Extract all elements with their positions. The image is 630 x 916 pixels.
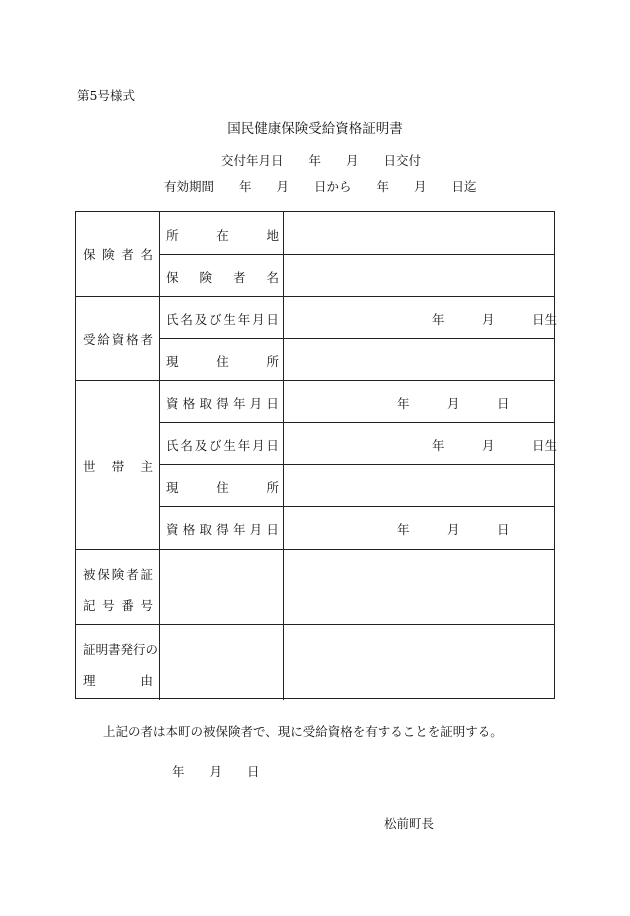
document-title: 国民健康保険受給資格証明書	[227, 121, 403, 137]
issuer-mayor: 松前町長	[384, 816, 435, 831]
reason-label-line1: 証明書発行の	[83, 642, 159, 657]
certification-date-line: 年 月 日	[172, 764, 260, 779]
table-divider	[159, 338, 555, 339]
table-divider	[159, 254, 555, 255]
table-divider	[76, 296, 555, 297]
insurer-name-label: 保 険 者 名	[166, 270, 279, 285]
householder-address-label: 現 住 所	[166, 480, 279, 495]
householder-acquired-date-label-2: 資 格 取 得 年 月 日	[166, 522, 279, 537]
validity-period-line: 有効期間 年 月 日から 年 月 日迄	[164, 179, 477, 194]
recipient-birth-date-value: 年 月 日生	[432, 312, 558, 327]
insurer-address-label: 所 在 地	[166, 228, 279, 243]
table-divider	[76, 549, 555, 550]
householder-acquired-date-label: 資 格 取 得 年 月 日	[166, 396, 279, 411]
certificate-table	[75, 211, 558, 699]
householder-acquired-date-value: 年 月 日	[397, 396, 510, 411]
table-divider	[159, 550, 160, 700]
table-divider	[159, 506, 555, 507]
householder-birth-date-value: 年 月 日生	[432, 438, 558, 453]
recipient-name-birth-label: 氏 名 及 び 生 年 月 日	[166, 312, 279, 327]
householder-name-birth-label: 氏 名 及 び 生 年 月 日	[166, 438, 279, 453]
table-divider	[76, 624, 555, 625]
table-divider	[159, 464, 555, 465]
certification-statement: 上記の者は本町の被保険者で、現に受給資格を有することを証明する。	[103, 724, 503, 739]
card-symbol-label-line2: 記 号 番 号	[83, 598, 153, 613]
table-divider	[159, 422, 555, 423]
insurer-group-label: 保 険 者 名	[83, 247, 153, 262]
householder-group-label: 世 帯 主	[83, 459, 153, 474]
table-divider	[76, 380, 555, 381]
table-divider	[283, 212, 284, 700]
reason-label-line2: 理 由	[83, 673, 153, 688]
recipient-group-label: 受 給 資 格 者	[83, 332, 153, 347]
issue-date-line: 交付年月日 年 月 日交付	[221, 153, 422, 168]
form-number: 第5号様式	[77, 88, 135, 103]
householder-acquired-date-value-2: 年 月 日	[397, 522, 510, 537]
card-symbol-label-line1: 被 保 険 者 証	[83, 567, 153, 582]
table-divider	[159, 212, 160, 550]
recipient-address-label: 現 住 所	[166, 354, 279, 369]
